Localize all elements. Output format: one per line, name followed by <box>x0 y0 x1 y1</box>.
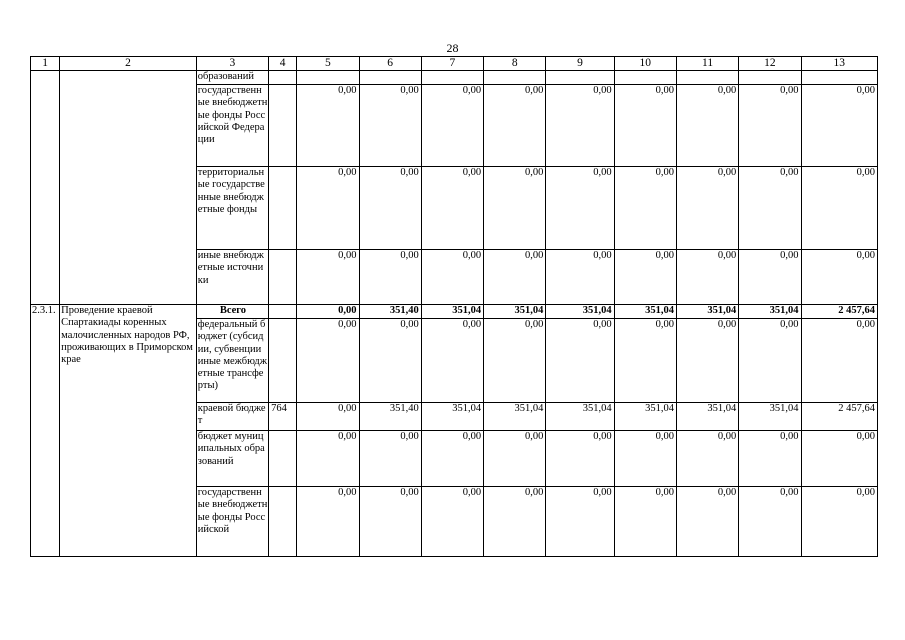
code-cell <box>269 431 297 487</box>
value-cell: 0,00 <box>359 487 421 557</box>
value-cell: 0,00 <box>676 167 738 250</box>
value-cell: 0,00 <box>359 85 421 167</box>
code-cell <box>269 85 297 167</box>
value-cell: 0,00 <box>484 431 546 487</box>
funding-source-cell: Всего <box>196 305 268 319</box>
value-cell: 0,00 <box>359 431 421 487</box>
value-cell: 0,00 <box>801 85 878 167</box>
value-cell <box>484 71 546 85</box>
value-cell <box>801 71 878 85</box>
value-cell: 0,00 <box>546 167 614 250</box>
funding-source-cell: краевой бюджет <box>196 403 268 431</box>
value-cell: 0,00 <box>801 487 878 557</box>
value-cell: 351,04 <box>546 305 614 319</box>
value-cell <box>614 71 676 85</box>
value-cell: 0,00 <box>297 250 359 305</box>
value-cell: 0,00 <box>739 487 801 557</box>
code-cell <box>269 305 297 319</box>
code-cell <box>269 167 297 250</box>
value-cell: 0,00 <box>801 250 878 305</box>
page-number: 28 <box>446 41 459 55</box>
col-header-5: 5 <box>297 57 359 71</box>
item-name-cell <box>60 71 197 305</box>
value-cell: 0,00 <box>546 85 614 167</box>
col-header-11: 11 <box>676 57 738 71</box>
value-cell: 0,00 <box>546 250 614 305</box>
value-cell: 0,00 <box>359 319 421 403</box>
value-cell: 0,00 <box>614 85 676 167</box>
value-cell: 351,04 <box>739 403 801 431</box>
value-cell: 0,00 <box>421 85 483 167</box>
value-cell: 0,00 <box>297 167 359 250</box>
col-header-10: 10 <box>614 57 676 71</box>
value-cell: 351,40 <box>359 305 421 319</box>
value-cell <box>359 71 421 85</box>
value-cell: 0,00 <box>739 85 801 167</box>
value-cell: 0,00 <box>614 250 676 305</box>
value-cell: 0,00 <box>546 487 614 557</box>
value-cell: 0,00 <box>297 305 359 319</box>
value-cell <box>676 71 738 85</box>
value-cell <box>546 71 614 85</box>
value-cell: 0,00 <box>739 167 801 250</box>
value-cell: 351,04 <box>421 305 483 319</box>
value-cell: 0,00 <box>297 403 359 431</box>
value-cell: 0,00 <box>614 167 676 250</box>
value-cell: 0,00 <box>421 167 483 250</box>
value-cell: 0,00 <box>614 431 676 487</box>
col-header-6: 6 <box>359 57 421 71</box>
value-cell: 0,00 <box>484 250 546 305</box>
value-cell: 0,00 <box>484 85 546 167</box>
value-cell: 0,00 <box>739 431 801 487</box>
col-header-12: 12 <box>739 57 801 71</box>
col-header-3: 3 <box>196 57 268 71</box>
value-cell: 0,00 <box>546 431 614 487</box>
value-cell: 0,00 <box>421 319 483 403</box>
code-cell <box>269 250 297 305</box>
code-cell <box>269 319 297 403</box>
item-number-cell <box>31 71 60 305</box>
value-cell: 0,00 <box>484 167 546 250</box>
value-cell: 351,04 <box>676 305 738 319</box>
value-cell: 0,00 <box>676 319 738 403</box>
value-cell: 0,00 <box>676 85 738 167</box>
code-cell <box>269 71 297 85</box>
table-row <box>31 71 878 85</box>
value-cell: 0,00 <box>421 250 483 305</box>
value-cell: 0,00 <box>676 431 738 487</box>
col-header-1: 1 <box>31 57 60 71</box>
funding-source-cell: бюджет муниципальных образований <box>196 431 268 487</box>
value-cell <box>739 71 801 85</box>
funding-source-cell: территориальные государственные внебюджетные фонды <box>196 167 268 250</box>
value-cell: 0,00 <box>359 250 421 305</box>
value-cell: 0,00 <box>676 487 738 557</box>
funding-source-cell: федеральный бюджет (субсидии, субвенции иные межбюджетные трансферты) <box>196 319 268 403</box>
col-header-13: 13 <box>801 57 878 71</box>
code-cell: 764 <box>269 403 297 431</box>
value-cell: 351,04 <box>484 305 546 319</box>
funding-source-cell: государственные внебюджетные фонды Российской Федерации <box>196 85 268 167</box>
value-cell: 0,00 <box>614 487 676 557</box>
value-cell: 351,04 <box>614 305 676 319</box>
value-cell: 0,00 <box>739 250 801 305</box>
value-cell: 0,00 <box>297 85 359 167</box>
col-header-2: 2 <box>60 57 197 71</box>
value-cell: 351,04 <box>421 403 483 431</box>
col-header-9: 9 <box>546 57 614 71</box>
item-name-cell: Проведение краевой Спартакиады коренных малочисленных народов РФ, проживающих в Приморском крае <box>60 305 197 557</box>
value-cell <box>297 71 359 85</box>
budget-table <box>30 56 878 557</box>
value-cell <box>421 71 483 85</box>
value-cell: 0,00 <box>359 167 421 250</box>
value-cell: 351,04 <box>614 403 676 431</box>
value-cell: 0,00 <box>676 250 738 305</box>
value-cell: 0,00 <box>801 431 878 487</box>
value-cell: 0,00 <box>484 487 546 557</box>
value-cell: 0,00 <box>421 431 483 487</box>
funding-source-cell: образований <box>196 71 268 85</box>
col-header-7: 7 <box>421 57 483 71</box>
value-cell: 2 457,64 <box>801 403 878 431</box>
value-cell: 351,04 <box>484 403 546 431</box>
value-cell: 0,00 <box>421 487 483 557</box>
value-cell: 0,00 <box>614 319 676 403</box>
value-cell: 0,00 <box>484 319 546 403</box>
value-cell: 0,00 <box>297 319 359 403</box>
code-cell <box>269 487 297 557</box>
value-cell: 0,00 <box>801 167 878 250</box>
item-number-cell: 2.3.1. <box>31 305 60 557</box>
funding-source-cell: государственные внебюджетные фонды Российской <box>196 487 268 557</box>
header-row <box>31 57 878 71</box>
value-cell: 0,00 <box>297 431 359 487</box>
funding-source-cell: иные внебюджетные источники <box>196 250 268 305</box>
value-cell: 351,04 <box>676 403 738 431</box>
table-row <box>31 305 878 319</box>
value-cell: 0,00 <box>546 319 614 403</box>
value-cell: 0,00 <box>801 319 878 403</box>
value-cell: 351,40 <box>359 403 421 431</box>
value-cell: 351,04 <box>546 403 614 431</box>
value-cell: 2 457,64 <box>801 305 878 319</box>
value-cell: 0,00 <box>739 319 801 403</box>
value-cell: 0,00 <box>297 487 359 557</box>
col-header-4: 4 <box>269 57 297 71</box>
value-cell: 351,04 <box>739 305 801 319</box>
col-header-8: 8 <box>484 57 546 71</box>
